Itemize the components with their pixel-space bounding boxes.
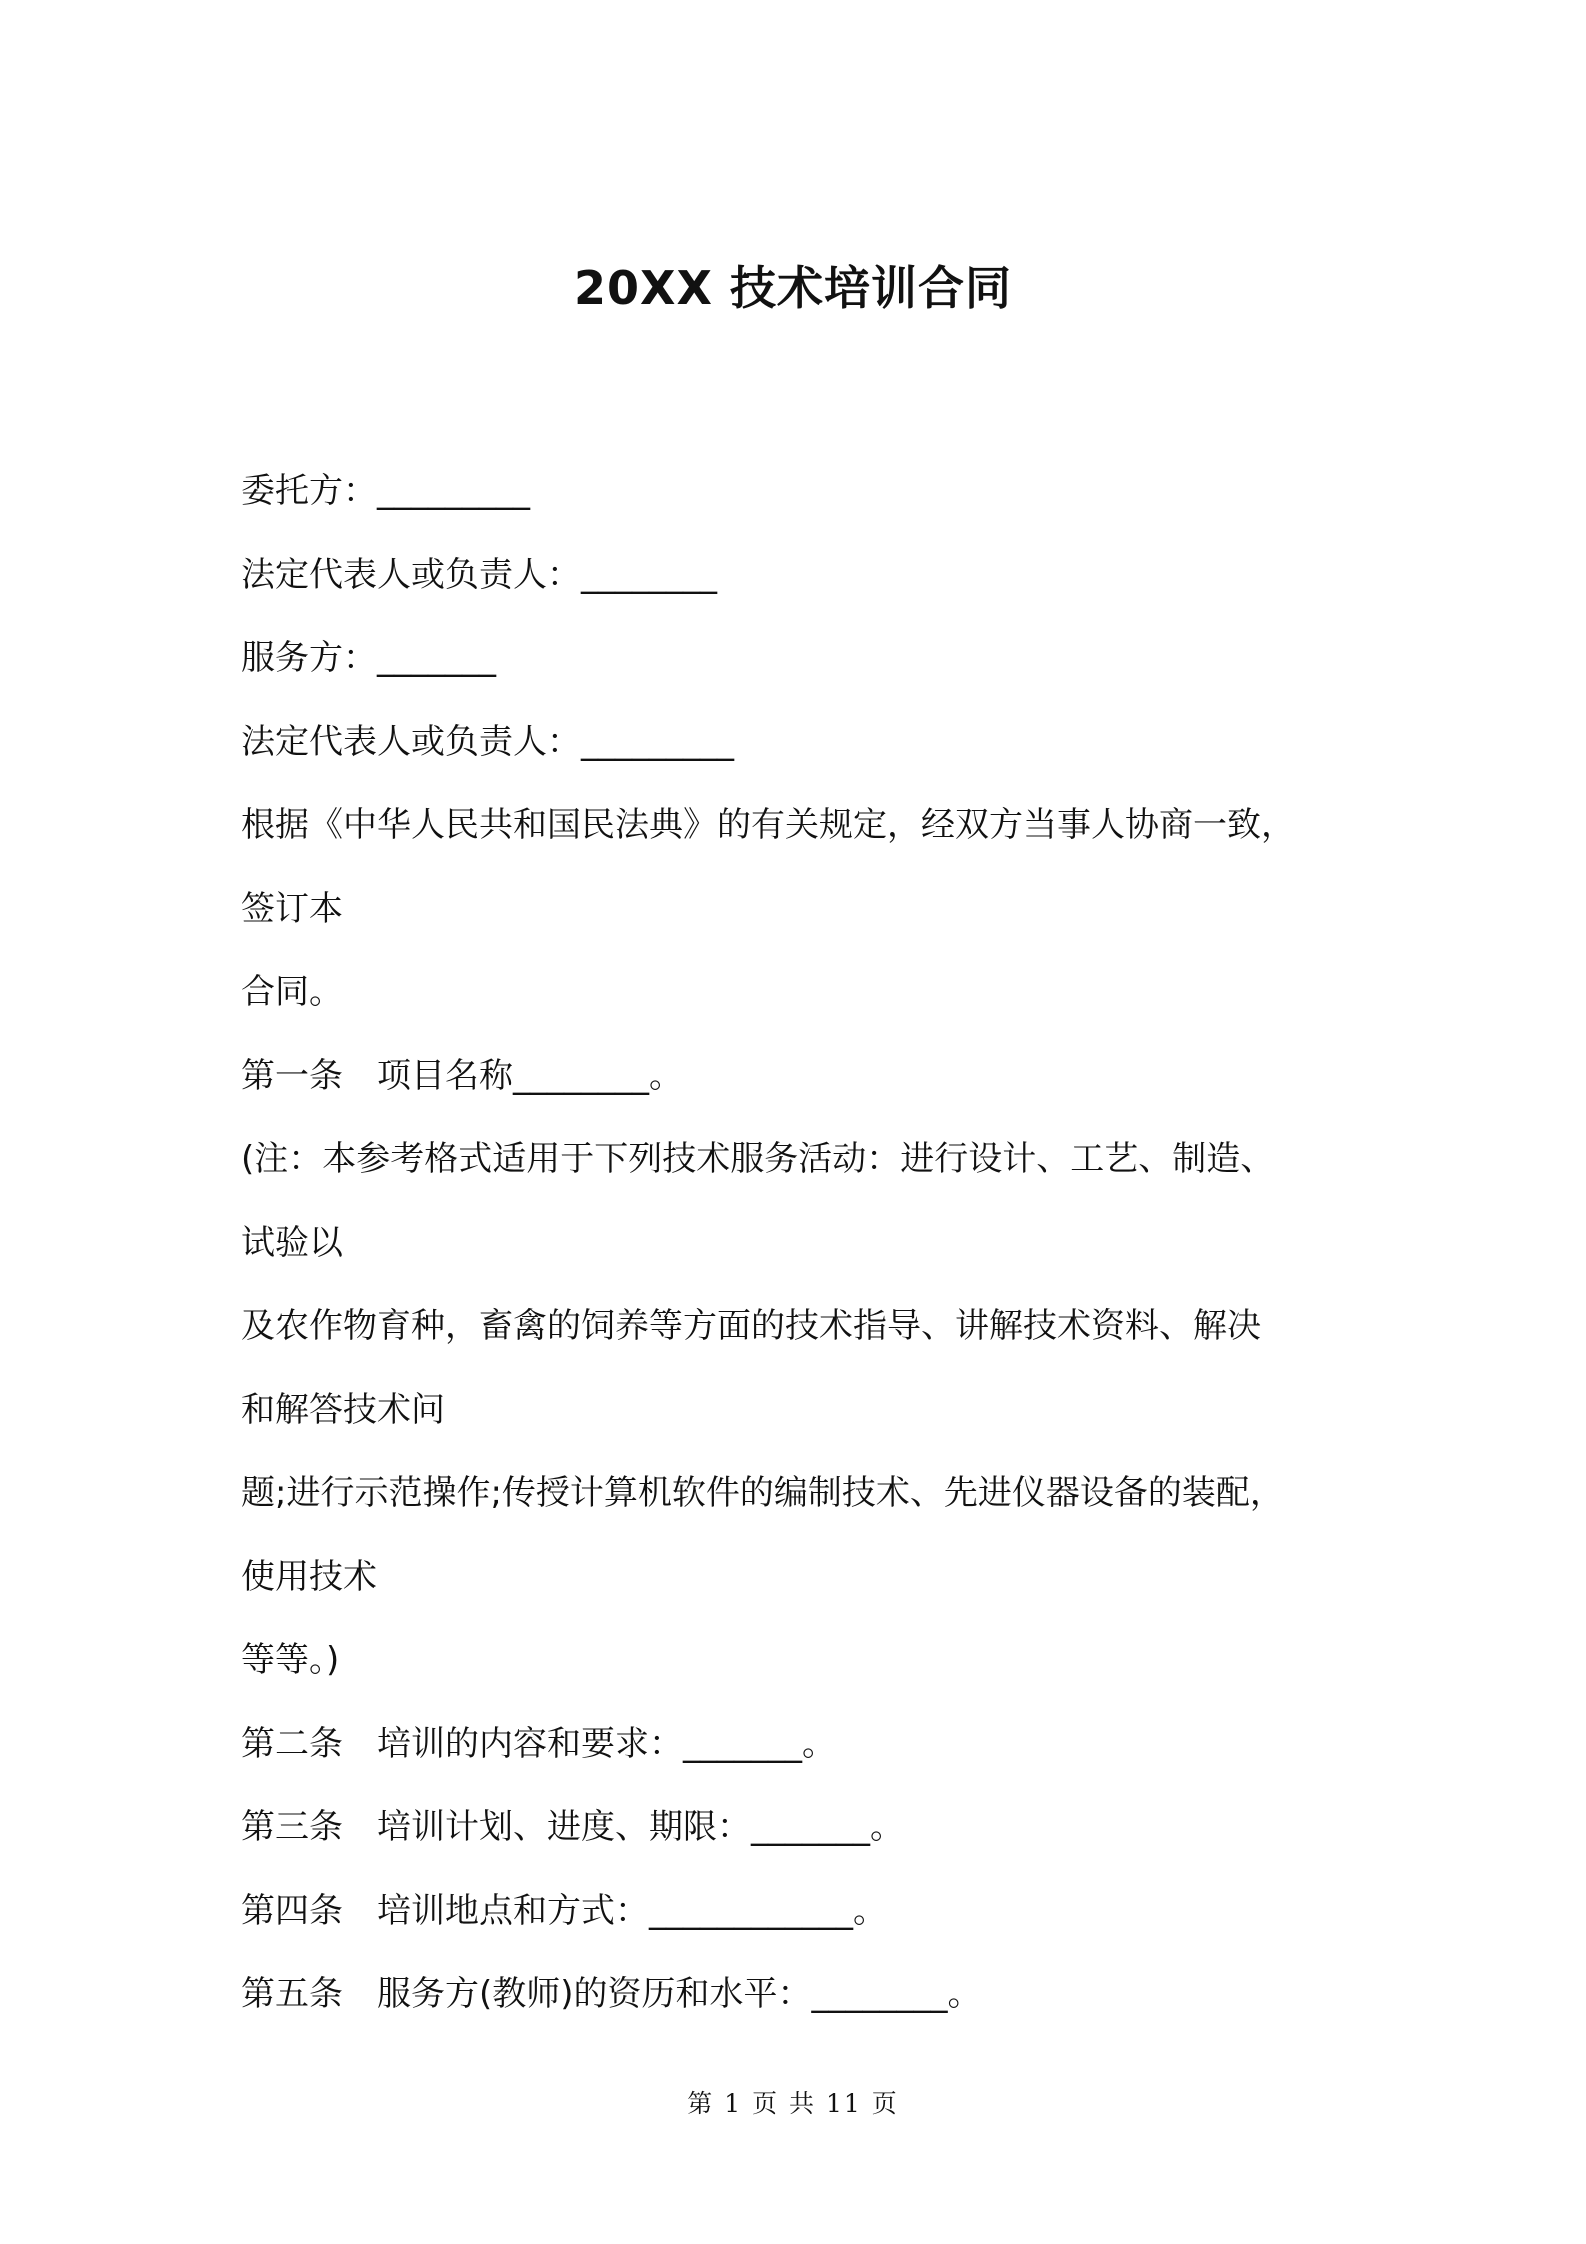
line-preamble-2: 签订本 — [241, 888, 343, 929]
line-note-6: 使用技术 — [241, 1556, 377, 1597]
line-article-5: 第五条 服务方(教师)的资历和水平：________。 — [241, 1974, 982, 2014]
document-title: 20XX 技术培训合同 — [574, 261, 1012, 315]
line-article-2: 第二条 培训的内容和要求：_______。 — [241, 1723, 836, 1764]
line-preamble-1: 根据《中华人民共和国民法典》的有关规定，经双方当事人协商一致， — [241, 805, 1295, 845]
line-article-1: 第一条 项目名称________。 — [241, 1055, 683, 1096]
page-number-footer: 第 1 页 共 11 页 — [687, 2089, 899, 2118]
line-article-3: 第三条 培训计划、进度、期限：_______。 — [241, 1807, 904, 1847]
line-article-4: 第四条 培训地点和方式：____________。 — [241, 1890, 887, 1931]
line-note-4: 和解答技术问 — [241, 1389, 445, 1430]
contract-body — [241, 450, 1381, 2037]
line-client: 委托方：_________ — [241, 471, 530, 511]
line-provider-representative: 法定代表人或负责人：_________ — [241, 721, 734, 762]
line-service-provider: 服务方：_______ — [241, 638, 496, 678]
line-preamble-3: 合同。 — [241, 972, 343, 1012]
line-client-representative: 法定代表人或负责人：________ — [241, 554, 717, 595]
line-note-3: 及农作物育种，畜禽的饲养等方面的技术指导、讲解技术资料、解决 — [241, 1306, 1261, 1346]
line-note-5: 题;进行示范操作;传授计算机软件的编制技术、先进仪器设备的装配， — [241, 1473, 1284, 1513]
line-note-7: 等等。) — [241, 1640, 340, 1680]
line-note-1: (注：本参考格式适用于下列技术服务活动：进行设计、工艺、制造、 — [241, 1139, 1275, 1179]
line-note-2: 试验以 — [241, 1222, 343, 1263]
